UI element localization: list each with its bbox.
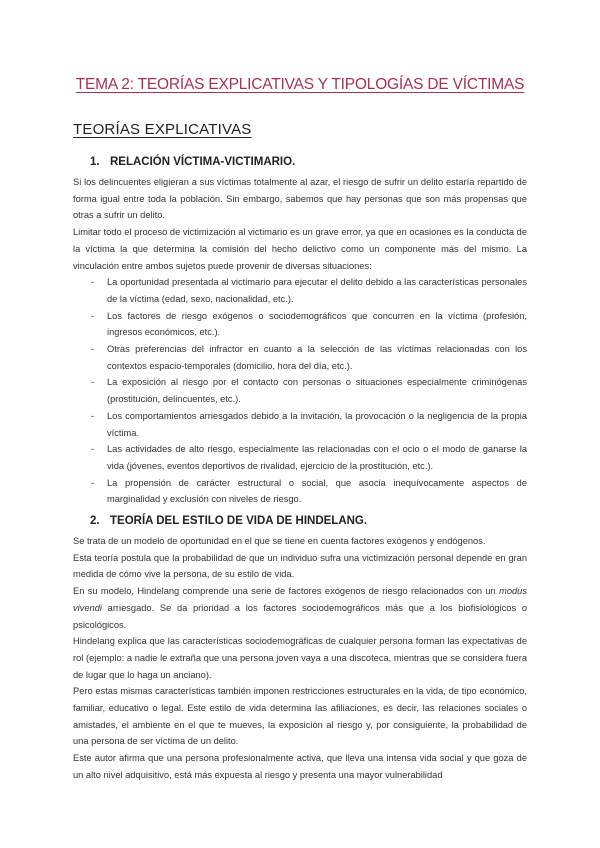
subsection-2-heading xyxy=(90,515,367,527)
paragraph: Si los delincuentes eligieran a sus víctimas totalmente al azar, el riesgo de sufrir un delito estaría repartido de forma igual entre toda la población. Sin embargo, sabemos que hay personas que son más propensas que otras a sufrir un delito. xyxy=(73,177,527,221)
subsection-1-number: 1. xyxy=(90,156,100,168)
paragraph: Este autor afirma que una persona profesionalmente activa, que lleva una intensa vida social y que goza de un alto nivel adquisitivo, está más expuesta al riesgo y presenta una mayor vulnerabilidad xyxy=(73,753,527,780)
paragraph: Se trata de un modelo de oportunidad en el que se tiene en cuenta factores exógenos y endógenos. xyxy=(73,536,486,546)
list-item: - La exposición al riesgo por el contacto con personas o situaciones especialmente criminógenas (prostitución, delincuentes, etc.). xyxy=(73,374,527,407)
list-item: - Los comportamientos arriesgados debido a la invitación, la provocación o la negligencia de la propia víctima. xyxy=(73,408,527,441)
paragraph: Limitar todo el proceso de victimización al victimario es un grave error, ya que en ocasiones es la conducta de la víctima la que determina la comisión del hecho delictivo como un componente más del mismo. La vinculación entre ambos sujetos puede provenir de diversas situaciones: xyxy=(73,227,527,271)
section-heading: TEORÍAS EXPLICATIVAS xyxy=(73,121,252,138)
modus-vivendi-term: modus vivendi xyxy=(73,586,527,613)
subsection-1-heading xyxy=(90,156,295,168)
subsection-2-number: 2. xyxy=(90,515,100,527)
list-item: - Otras preferencias del infractor en cuanto a la selección de las víctimas relacionadas con los contextos espacio-temporales (domicilio, hora del día, etc.). xyxy=(73,341,527,374)
paragraph: Pero estas mismas características también imponen restricciones estructurales en la vida, de tipo económico, familiar, educativo o legal. Este estilo de vida determina las afiliaciones, es decir, las relaciones sociales o amistades, el ambiente en el que te mueves, la exposición al riesgo y, por consiguiente, la probabilidad de una persona de ser víctima de un delito. xyxy=(73,686,527,747)
list-item: - Las actividades de alto riesgo, especialmente las relacionadas con el ocio o el modo de ganarse la vida (jóvenes, eventos deportivos de rivalidad, ejercicio de la prostitución, etc.). xyxy=(73,441,527,474)
paragraph xyxy=(73,583,527,633)
subsection-2-body xyxy=(73,533,527,784)
document-title: TEMA 2: TEORÍAS EXPLICATIVAS Y TIPOLOGÍAS DE VÍCTIMAS xyxy=(75,76,525,93)
paragraph: Esta teoría postula que la probabilidad de que un individuo sufra una victimización personal depende en gran medida de cómo vive la persona, de su estilo de vida. xyxy=(73,552,527,580)
list-item: - La oportunidad presentada al victimario para ejecutar el delito debido a las características personales de la víctima (edad, sexo, nacionalidad, etc.). xyxy=(73,274,527,307)
list-item: - Los factores de riesgo exógenos o sociodemográficos que concurren en la víctima (profesión, ingresos económicos, etc.). xyxy=(73,308,527,341)
paragraph-text: En su modelo, Hindelang comprende una serie de factores exógenos de riesgo relacionados con un xyxy=(73,586,500,597)
list-item: - La propensión de carácter estructural o social, que asocia inequívocamente aspectos de marginalidad y exclusión con niveles de riesgo. xyxy=(73,475,527,508)
situations-list xyxy=(73,274,527,508)
subsection-1-body xyxy=(73,174,527,508)
paragraph: Hindelang explica que las características sociodemográficas de cualquier persona forman las expectativas de rol (ejemplo: a nadie le extraña que una persona joven vaya a una discoteca, mientras que se considera fuera de lugar que lo haga un anciano). xyxy=(73,636,527,680)
paragraph-text: arriesgado. Se da prioridad a los factores sociodemográficos más que a los biofisiológicos o psicológicos. xyxy=(73,602,527,630)
subsection-2-title: TEORÍA DEL ESTILO DE VIDA DE HINDELANG. xyxy=(110,515,368,527)
subsection-1-title: RELACIÓN VÍCTIMA-VICTIMARIO. xyxy=(110,156,296,168)
